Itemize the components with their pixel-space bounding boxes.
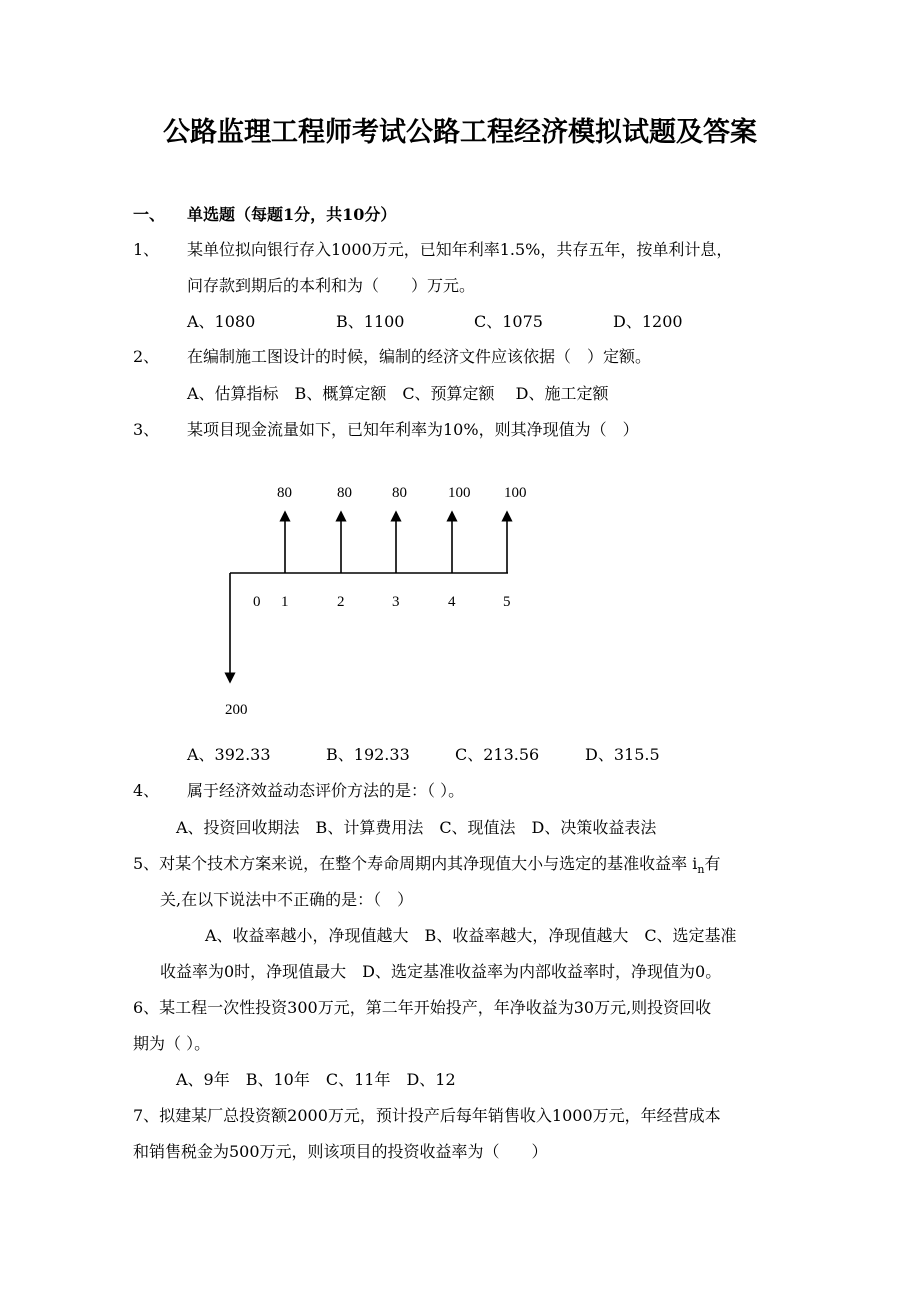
q3-option-c: C、213.56 — [455, 745, 540, 764]
q7-text-line1: 7、拟建某厂总投资额2000万元，预计投产后每年销售收入1000万元，年经营成本 — [133, 1106, 721, 1125]
q6-text-line1: 6、某工程一次性投资300万元，第二年开始投产，年净收益为30万元,则投资回收 — [133, 998, 712, 1017]
q5-text-line2: 关,在以下说法中不正确的是：（ ） — [160, 890, 414, 909]
period-label-3: 3 — [392, 594, 400, 610]
q5-line1-sub: n — [697, 863, 705, 877]
q3-option-a: A、392.33 — [187, 745, 271, 764]
q6-text-line2: 期为（ ）。 — [133, 1034, 211, 1053]
q5-line1-post: 有 — [704, 854, 721, 873]
section-number: 一、 — [133, 205, 166, 224]
period-label-0: 0 — [253, 594, 261, 610]
q1-option-a: A、1080 — [187, 312, 256, 331]
inflow-label-5: 100 — [504, 485, 527, 501]
q3-number: 3、 — [133, 420, 160, 439]
q3-text: 某项目现金流量如下，已知年利率为10%，则其净现值为（ ） — [187, 420, 639, 439]
q4-number: 4、 — [133, 781, 160, 800]
inflow-label-3: 80 — [392, 485, 407, 501]
q2-text: 在编制施工图设计的时候，编制的经济文件应该依据（ ）定额。 — [187, 347, 652, 366]
q7-text-line2: 和销售税金为500万元，则该项目的投资收益率为（ ） — [133, 1142, 548, 1161]
q5-options-line1: A、收益率越小，净现值越大 B、收益率越大，净现值越大 C、选定基准 — [205, 926, 737, 945]
inflow-label-1: 80 — [277, 485, 292, 501]
q1-text-line2: 问存款到期后的本利和为（ ）万元。 — [187, 276, 476, 295]
q1-number: 1、 — [133, 240, 160, 259]
section-heading: 单选题（每题1分，共10分） — [187, 205, 397, 224]
q1-option-c: C、1075 — [474, 312, 543, 331]
q2-options: A、估算指标 B、概算定额 C、预算定额 D、施工定额 — [187, 384, 609, 403]
q1-option-b: B、1100 — [336, 312, 405, 331]
outflow-label: 200 — [225, 702, 248, 718]
q2-number: 2、 — [133, 347, 160, 366]
q5-line1-pre: 5、对某个技术方案来说，在整个寿命周期内其净现值大小与选定的基准收益率 i — [133, 854, 698, 873]
q1-option-d: D、1200 — [613, 312, 683, 331]
period-label-5: 5 — [503, 594, 511, 610]
q6-options: A、9年 B、10年 C、11年 D、12 — [176, 1070, 456, 1089]
page-title: 公路监理工程师考试公路工程经济模拟试题及答案 — [163, 117, 757, 148]
period-label-4: 4 — [448, 594, 456, 610]
q4-options: A、投资回收期法 B、计算费用法 C、现值法 D、决策收益表法 — [176, 818, 657, 837]
q1-text-line1: 某单位拟向银行存入1000万元，已知年利率1.5%，共存五年，按单利计息， — [187, 240, 733, 259]
q3-option-b: B、192.33 — [326, 745, 410, 764]
cash-flow-diagram — [215, 478, 545, 723]
q5-text-line1 — [133, 854, 721, 880]
q5-options-line2: 收益率为0时，净现值最大 D、选定基准收益率为内部收益率时，净现值为0。 — [160, 962, 722, 981]
period-label-2: 2 — [337, 594, 345, 610]
inflow-label-2: 80 — [337, 485, 352, 501]
period-label-1: 1 — [281, 594, 289, 610]
inflow-label-4: 100 — [448, 485, 471, 501]
q4-text: 属于经济效益动态评价方法的是：（ ）。 — [187, 781, 465, 800]
q3-option-d: D、315.5 — [585, 745, 660, 764]
